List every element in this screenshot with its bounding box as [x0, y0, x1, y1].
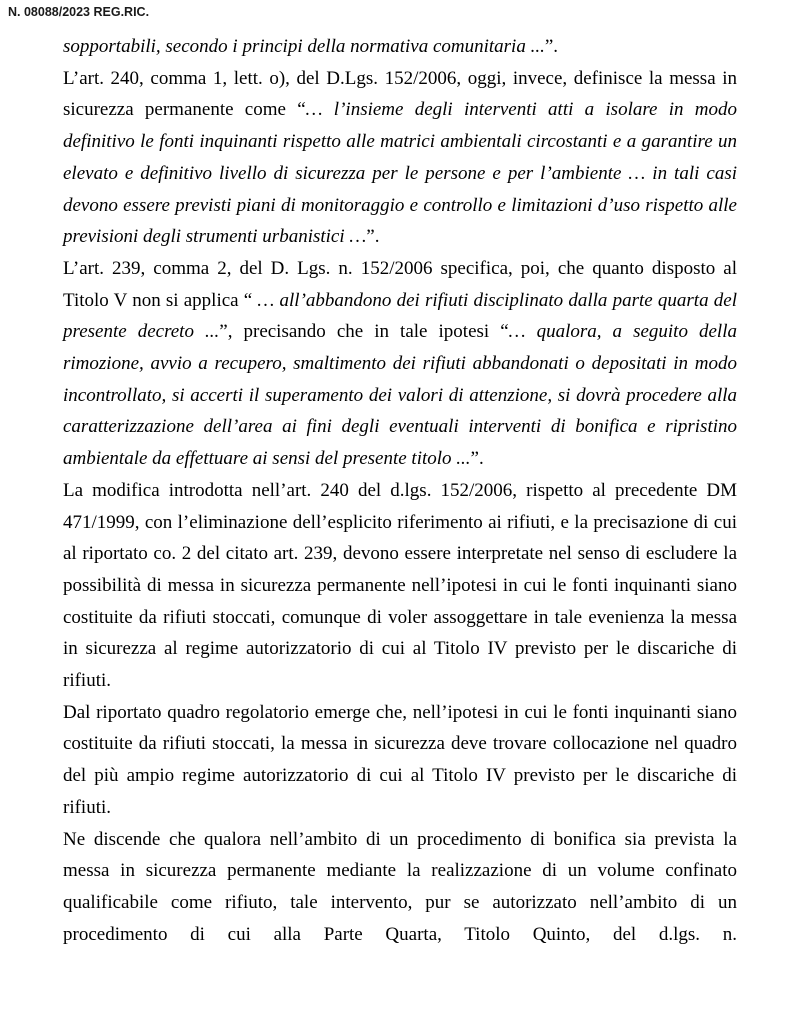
text-run: Ne discende che qualora nell’ambito di un procedimento di bonifica sia prevista la messa in sicurezza permanente mediante la realizzazione di un volume confinato qualificabile come rifiuto, tale intervento, pur se autorizzato nell’ambito di un procedimento di cui alla Parte Quarta, Titolo Quinto, del d.lgs. n. — [63, 828, 737, 945]
case-number-header: N. 08088/2023 REG.RIC. — [8, 5, 150, 19]
quoted-text-run: … all’abbandono dei rifiuti disciplinato dalla parte quarta del presente decreto ... — [63, 289, 737, 343]
text-run: L’art. 240, comma 1, lett. o), del D.Lgs. 152/2006, oggi, invece, definisce la messa in sicurezza permanente come “ — [63, 67, 737, 121]
paragraph — [63, 475, 737, 697]
quoted-text-run: sopportabili, secondo i principi della normativa comunitaria ... — [63, 36, 545, 57]
paragraph — [63, 31, 737, 63]
quoted-text-run: … qualora, a seguito della rimozione, avvio a recupero, smaltimento dei rifiuti abbandonati o depositati in modo incontrollato, si accerti il superamento dei valori di attenzione, si dovrà procedere alla caratterizzazione dell’area ai fini degli eventuali interventi di bonifica e ripristino ambientale da effettuare ai sensi del presente titolo ... — [63, 321, 737, 470]
text-run: L’art. 239, comma 2, del D. Lgs. n. 152/2006 specifica, poi, che quanto disposto al Titolo V non si applica “ — [63, 257, 737, 311]
paragraph — [63, 824, 737, 951]
document-body — [63, 31, 737, 950]
text-run: ”. — [366, 226, 380, 248]
paragraph — [63, 63, 737, 253]
text-run: ”. — [544, 36, 559, 57]
paragraph — [63, 697, 737, 824]
quoted-text-run: … l’insieme degli interventi atti a isolare in modo definitivo le fonti inquinanti rispetto alle matrici ambientali circostanti e a garantire un elevato e definitivo livello di sicurezza per le persone e per l’ambiente … in tali casi devono essere previsti piani di monitoraggio e controllo e limitazioni d’uso rispetto alle previsioni degli strumenti urbanistici … — [63, 99, 737, 248]
text-run: La modifica introdotta nell’art. 240 del d.lgs. 152/2006, rispetto al precedente DM 471/1999, con l’eliminazione dell’esplicito riferimento ai rifiuti, e la precisazione di cui al riportato co. 2 del citato art. 239, devono essere interpretate nel senso di escludere la possibilità di messa in sicurezza permanente nell’ipotesi in cui le fonti inquinanti siano costituite da rifiuti stoccati, comunque di voler assoggettare in tale evenienza la messa in sicurezza al regime autorizzatorio di cui al Titolo IV previsto per le discariche di rifiuti. — [63, 479, 737, 692]
text-run: Dal riportato quadro regolatorio emerge che, nell’ipotesi in cui le fonti inquinanti siano costituite da rifiuti stoccati, la messa in sicurezza deve trovare collocazione nel quadro del più ampio regime autorizzatorio di cui al Titolo IV previsto per le discariche di rifiuti. — [63, 701, 737, 818]
text-run: ”, precisando che in tale ipotesi “ — [219, 321, 509, 343]
paragraph — [63, 253, 737, 475]
text-run: ”. — [470, 448, 484, 470]
